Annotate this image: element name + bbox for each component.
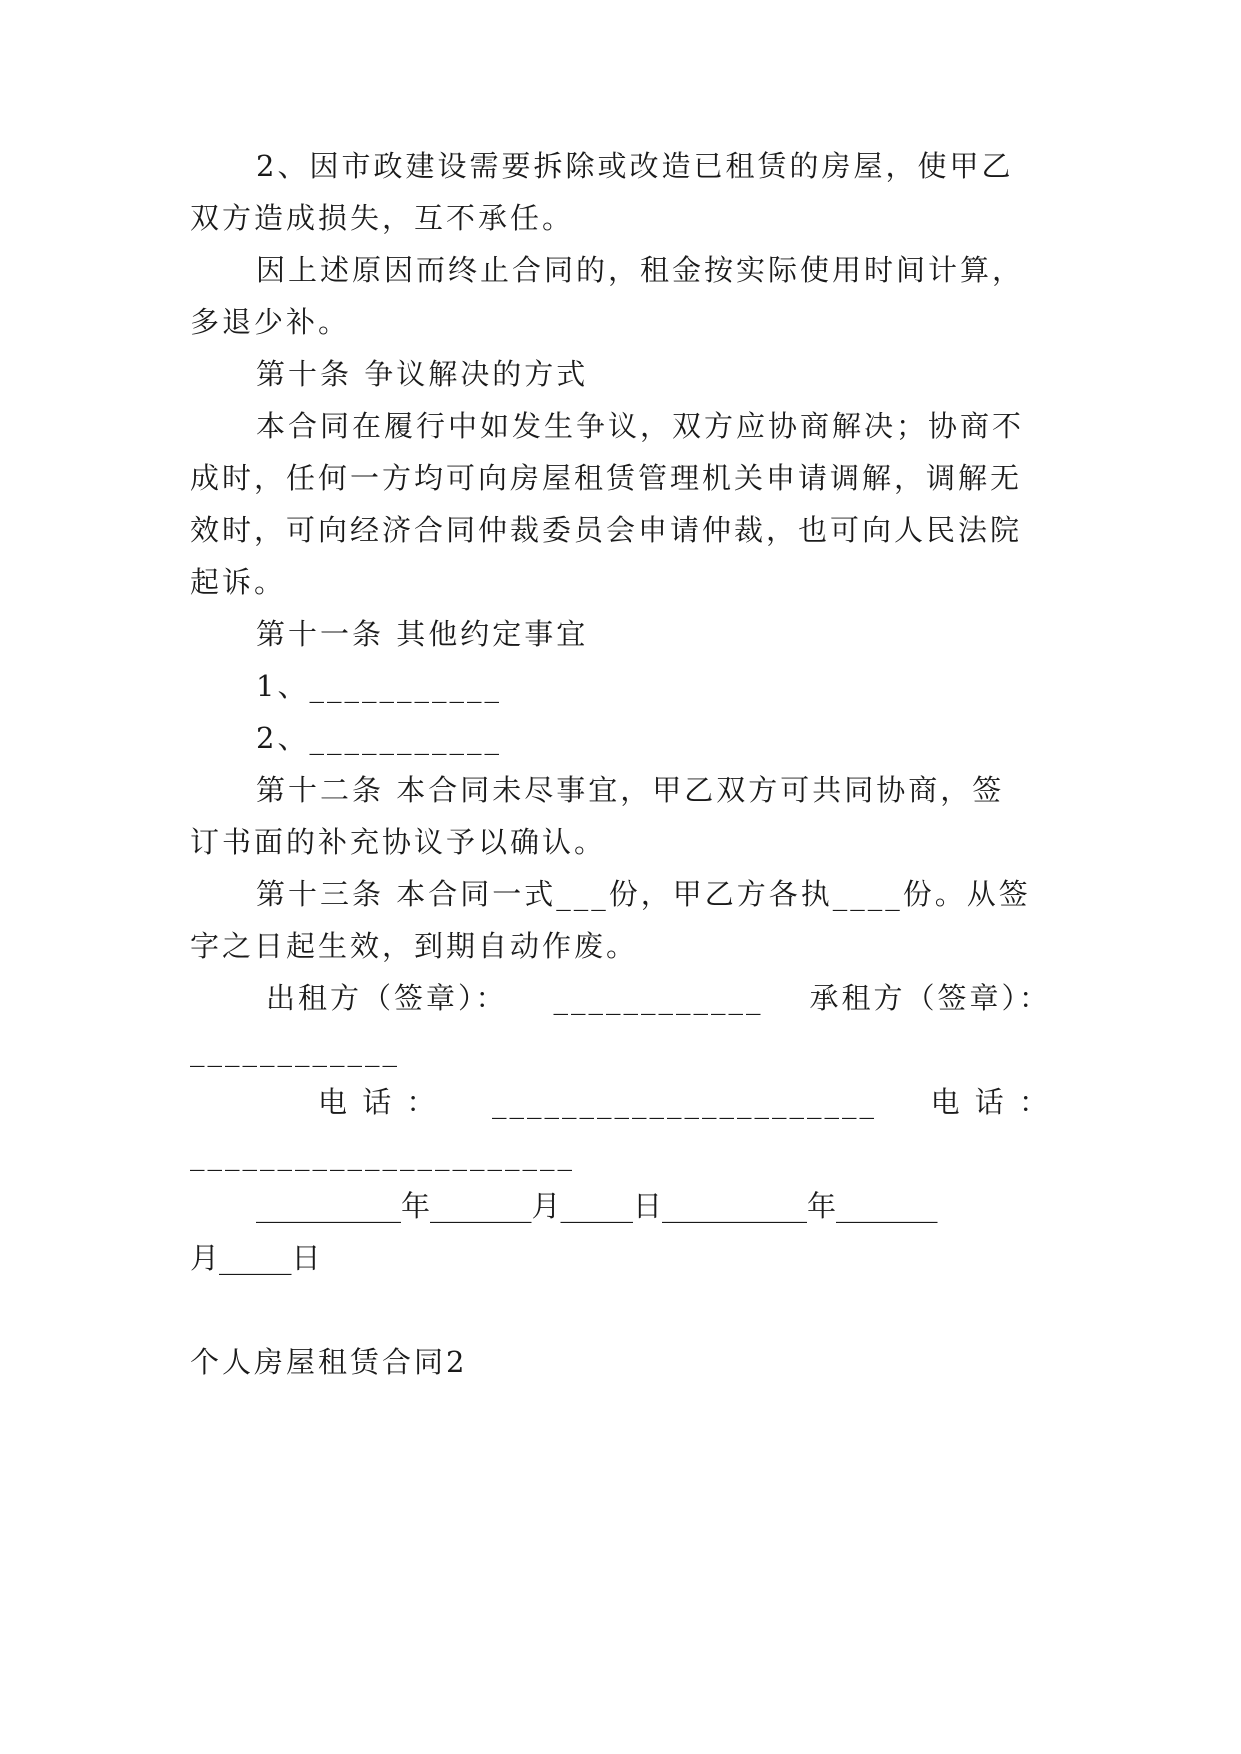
- paragraph-line: 本合同在履行中如发生争议，双方应协商解决；协商不: [256, 409, 1025, 443]
- paragraph-line: 起诉。: [190, 565, 287, 599]
- paragraph-line: 双方造成损失，互不承任。: [190, 201, 575, 235]
- other-terms-item-2: 2、___________: [256, 721, 502, 755]
- other-terms-item-1: 1、___________: [256, 669, 502, 703]
- lessor-signature-blank: ____________: [553, 981, 764, 1015]
- paragraph-line: 2、因市政建设需要拆除或改造已租赁的房屋，使甲乙: [256, 149, 1014, 183]
- lessee-phone-blank: ______________________: [190, 1137, 575, 1171]
- article-12-line: 订书面的补充协议予以确认。: [190, 825, 607, 859]
- article-13-line: 第十三条 本合同一式___份，甲乙方各执____份。从签: [256, 877, 1031, 911]
- lessee-signature-blank: ____________: [190, 1033, 400, 1067]
- article-11-heading: 第十一条 其他约定事宜: [256, 617, 589, 651]
- next-contract-title: 个人房屋租赁合同2: [190, 1345, 468, 1379]
- lessee-phone-label: 电 话 ：: [930, 1085, 1051, 1119]
- lessor-phone-blank: ______________________: [492, 1085, 877, 1119]
- paragraph-line: 成时，任何一方均可向房屋租赁管理机关申请调解，调解无: [190, 461, 1023, 495]
- signature-row: [266, 978, 1051, 1018]
- date-line: 月_____日: [190, 1241, 321, 1275]
- paragraph-line: 多退少补。: [190, 305, 351, 339]
- article-13-line: 字之日起生效，到期自动作废。: [190, 929, 639, 963]
- article-10-heading: 第十条 争议解决的方式: [256, 357, 589, 391]
- lessor-signature-label: 出租方（签章）：: [266, 981, 508, 1015]
- phone-row: [318, 1082, 1051, 1122]
- paragraph-line: 效时，可向经济合同仲裁委员会申请仲裁，也可向人民法院: [190, 513, 1023, 547]
- article-12-line: 第十二条 本合同未尽事宜，甲乙双方可共同协商，签: [256, 773, 1005, 807]
- lessor-phone-label: 电 话 ：: [318, 1085, 439, 1119]
- date-line: __________年_______月_____日__________年_______: [256, 1189, 938, 1223]
- lessee-signature-label: 承租方（签章）：: [809, 981, 1051, 1015]
- paragraph-line: 因上述原因而终止合同的，租金按实际使用时间计算，: [256, 253, 1025, 287]
